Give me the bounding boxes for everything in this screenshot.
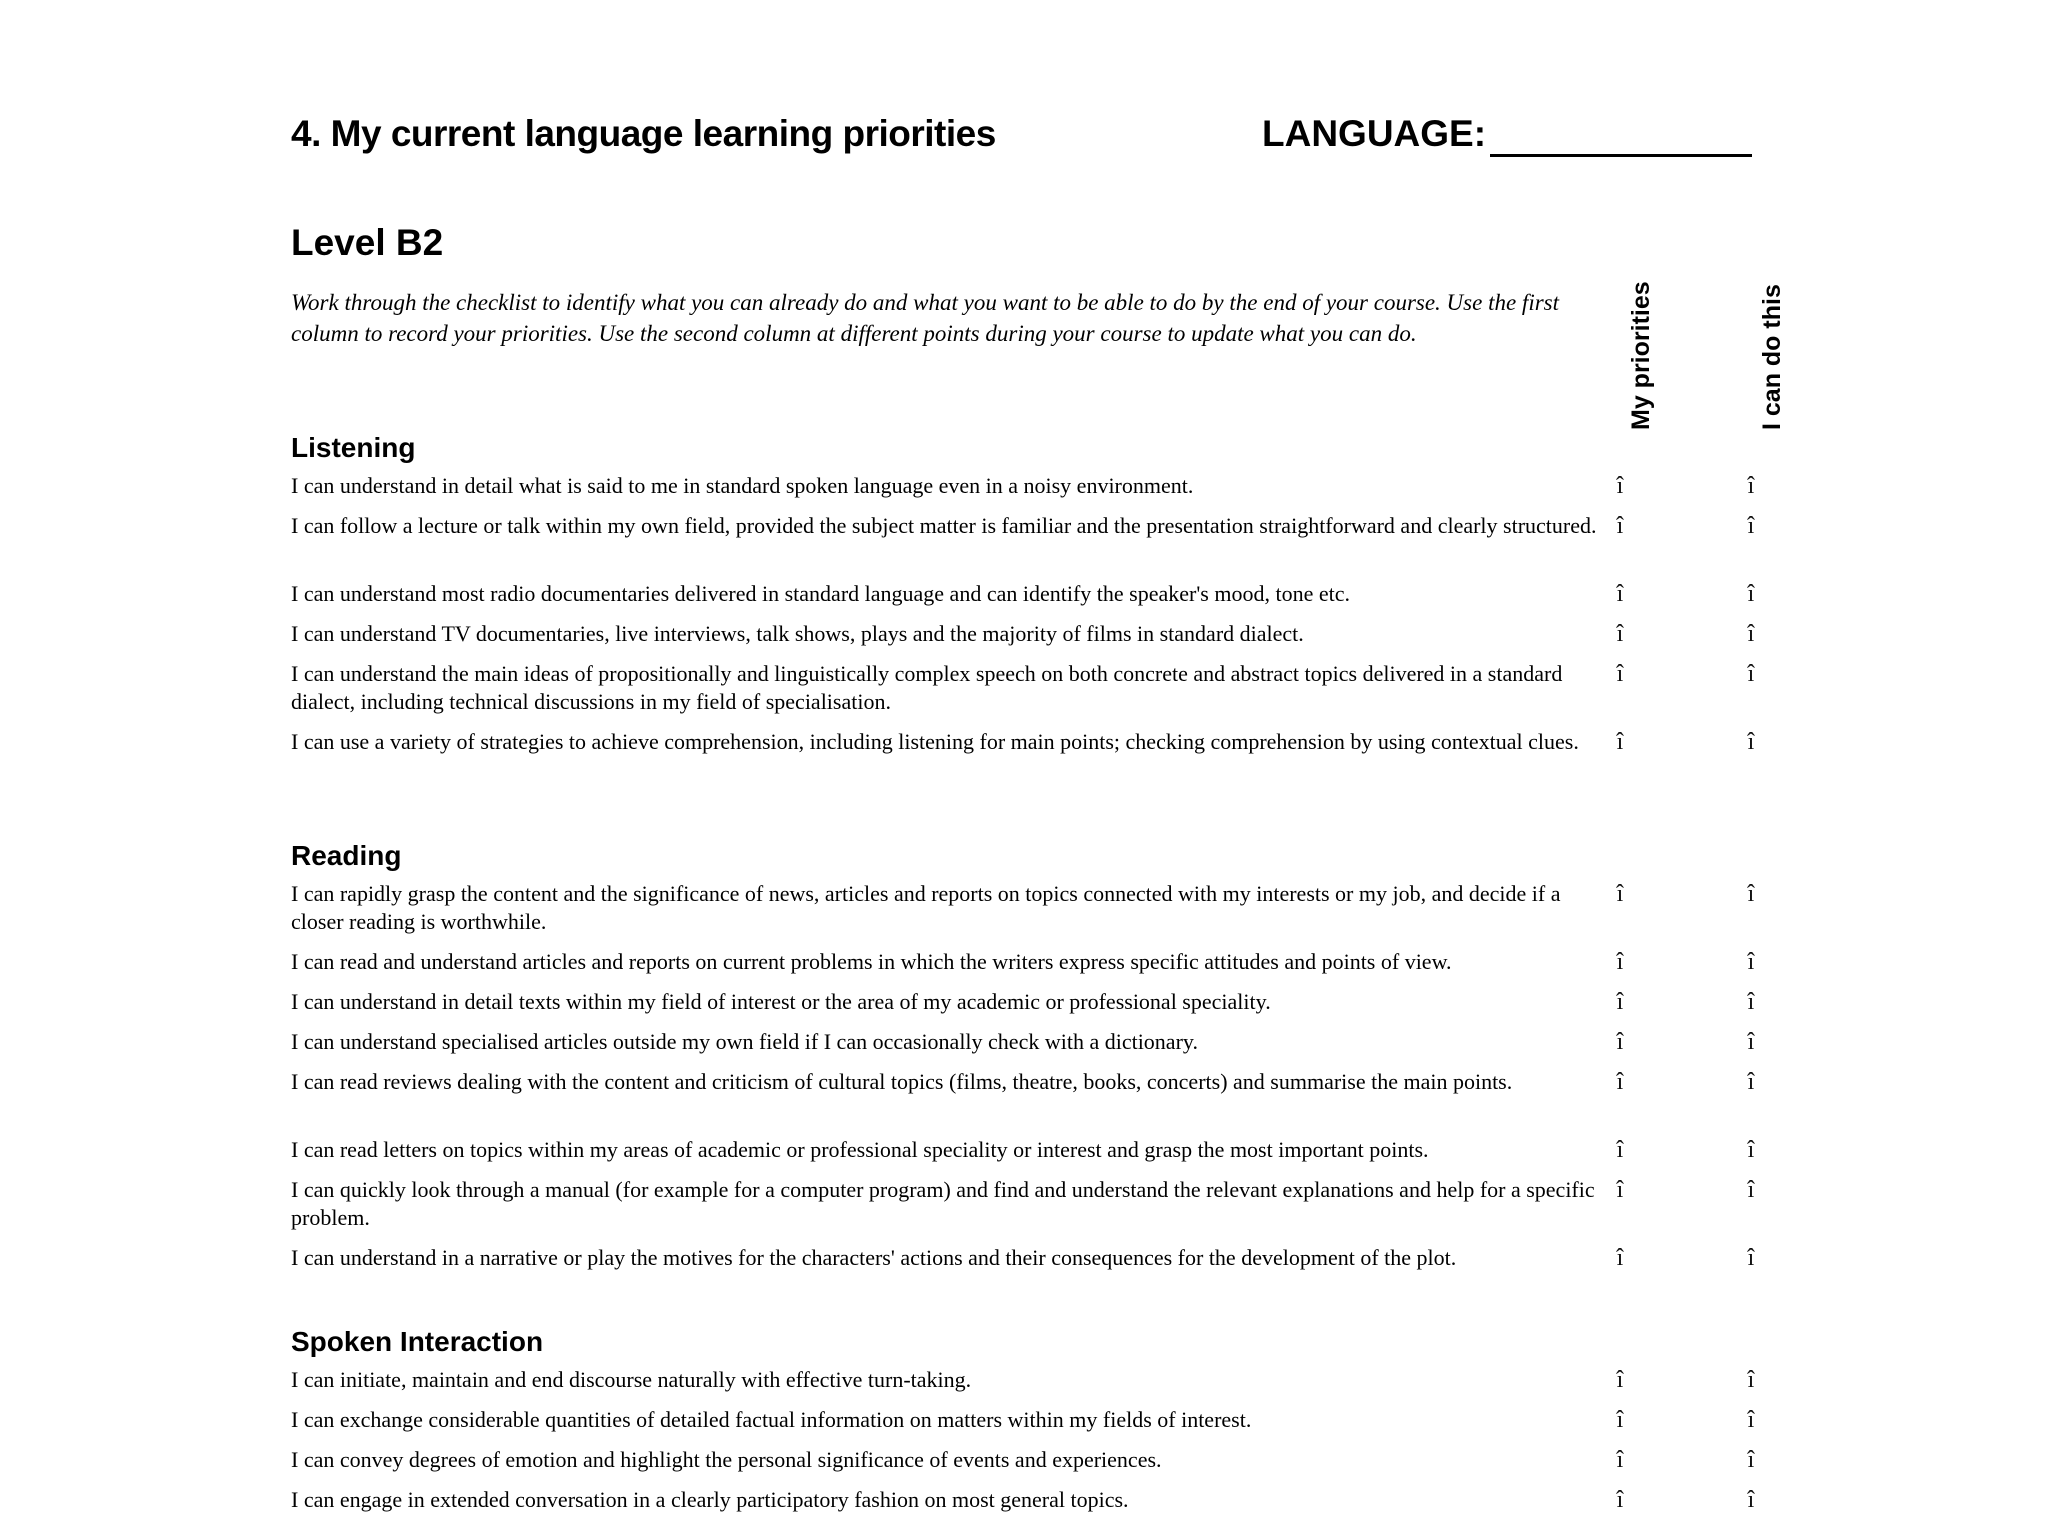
- item-text: I can initiate, maintain and end discourse naturally with effective turn-taking.: [291, 1367, 972, 1392]
- can-do-checkbox-icon[interactable]: î: [1747, 1029, 1755, 1055]
- can-do-checkbox-icon[interactable]: î: [1747, 1367, 1755, 1393]
- can-do-checkbox-icon[interactable]: î: [1747, 881, 1755, 907]
- priority-checkbox-icon[interactable]: î: [1616, 1487, 1624, 1513]
- can-do-checkbox-icon[interactable]: î: [1747, 1177, 1755, 1203]
- priority-checkbox-icon[interactable]: î: [1616, 621, 1624, 647]
- checklist-item: [291, 620, 1761, 660]
- priority-checkbox-icon[interactable]: î: [1616, 473, 1624, 499]
- checklist-item: [291, 1176, 1761, 1244]
- checklist-item: [291, 1068, 1761, 1136]
- priority-checkbox-icon[interactable]: î: [1616, 729, 1624, 755]
- checklist-item: [291, 988, 1761, 1028]
- item-text: I can understand in detail texts within my field of interest or the area of my academic or professional speciality.: [291, 989, 1271, 1014]
- can-do-checkbox-icon[interactable]: î: [1747, 581, 1755, 607]
- priority-checkbox-icon[interactable]: î: [1616, 881, 1624, 907]
- item-text: I can exchange considerable quantities of detailed factual information on matters within my fields of interest.: [291, 1407, 1252, 1432]
- item-text: I can read letters on topics within my areas of academic or professional speciality or interest and grasp the most important points.: [291, 1137, 1429, 1162]
- section-heading: Reading: [291, 840, 402, 871]
- checklist-item: [291, 1028, 1761, 1068]
- priority-checkbox-icon[interactable]: î: [1616, 661, 1624, 687]
- can-do-checkbox-icon[interactable]: î: [1747, 513, 1755, 539]
- can-do-checkbox-icon[interactable]: î: [1747, 989, 1755, 1015]
- can-do-checkbox-icon[interactable]: î: [1747, 1137, 1755, 1163]
- item-text: I can read reviews dealing with the content and criticism of cultural topics (films, theatre, books, concerts) and summarise the main points.: [291, 1069, 1513, 1094]
- can-do-checkbox-icon[interactable]: î: [1747, 1069, 1755, 1095]
- can-do-checkbox-icon[interactable]: î: [1747, 661, 1755, 687]
- can-do-checkbox-icon[interactable]: î: [1747, 729, 1755, 755]
- checklist-item: [291, 728, 1761, 796]
- item-text: I can understand in detail what is said to me in standard spoken language even in a noisy environment.: [291, 473, 1194, 498]
- can-do-checkbox-icon[interactable]: î: [1747, 949, 1755, 975]
- checklist-item: [291, 1446, 1761, 1486]
- item-text: I can understand most radio documentaries delivered in standard language and can identify the speaker's mood, tone etc.: [291, 581, 1350, 606]
- item-text: I can use a variety of strategies to achieve comprehension, including listening for main points; checking comprehension by using contextual clues.: [291, 729, 1579, 754]
- checklist-item: [291, 580, 1761, 620]
- item-text: I can convey degrees of emotion and highlight the personal significance of events and experiences.: [291, 1447, 1162, 1472]
- checklist-item: [291, 1136, 1761, 1176]
- priority-checkbox-icon[interactable]: î: [1616, 989, 1624, 1015]
- can-do-checkbox-icon[interactable]: î: [1747, 473, 1755, 499]
- checklist-item: [291, 1486, 1761, 1526]
- checklist-item: [291, 472, 1761, 512]
- checklist-item: [291, 1366, 1761, 1406]
- item-text: I can rapidly grasp the content and the significance of news, articles and reports on topics connected with my interests or my job, and decide if a closer reading is worthwhile.: [291, 881, 1561, 934]
- item-text: I can understand specialised articles outside my own field if I can occasionally check with a dictionary.: [291, 1029, 1198, 1054]
- item-text: I can quickly look through a manual (for example for a computer program) and find and understand the relevant explanations and help for a specific problem.: [291, 1177, 1595, 1230]
- checklist-item: [291, 660, 1761, 728]
- checklist-item: [291, 948, 1761, 988]
- column-header-label: I can do this: [1758, 284, 1786, 430]
- checklist-item: [291, 1244, 1761, 1284]
- level-heading: Level B2: [291, 222, 444, 263]
- item-text: I can read and understand articles and reports on current problems in which the writers express specific attitudes and points of view.: [291, 949, 1452, 974]
- section-reading: [291, 838, 1761, 1284]
- section-listening: [291, 430, 1761, 796]
- can-do-checkbox-icon[interactable]: î: [1747, 1487, 1755, 1513]
- priority-checkbox-icon[interactable]: î: [1616, 1245, 1624, 1271]
- priority-checkbox-icon[interactable]: î: [1616, 581, 1624, 607]
- checklist-item: [291, 1406, 1761, 1446]
- language-label: LANGUAGE:: [1262, 113, 1487, 154]
- column-header-label: My priorities: [1627, 281, 1655, 430]
- item-text: I can understand the main ideas of propositionally and linguistically complex speech on both concrete and abstract topics delivered in a standard dialect, including technical discussions in my field of specialisation.: [291, 661, 1563, 714]
- language-blank-line[interactable]: [1490, 154, 1752, 157]
- intro-instructions: Work through the checklist to identify what you can already do and what you want to be able to do by the end of your course. Use the first column to record your priorities. Use the second column at different points during your course to update what you can do.: [291, 290, 1559, 346]
- item-text: I can follow a lecture or talk within my own field, provided the subject matter is familiar and the presentation straightforward and clearly structured.: [291, 513, 1597, 538]
- priority-checkbox-icon[interactable]: î: [1616, 513, 1624, 539]
- priority-checkbox-icon[interactable]: î: [1616, 1407, 1624, 1433]
- priority-checkbox-icon[interactable]: î: [1616, 949, 1624, 975]
- can-do-checkbox-icon[interactable]: î: [1747, 1447, 1755, 1473]
- checklist-item: [291, 512, 1761, 580]
- page-title: 4. My current language learning priorities: [291, 113, 996, 154]
- priority-checkbox-icon[interactable]: î: [1616, 1367, 1624, 1393]
- item-text: I can understand TV documentaries, live interviews, talk shows, plays and the majority of films in standard dialect.: [291, 621, 1304, 646]
- section-heading: Spoken Interaction: [291, 1326, 544, 1357]
- priority-checkbox-icon[interactable]: î: [1616, 1447, 1624, 1473]
- column-header-i-can-do-this: [1758, 284, 1798, 470]
- priority-checkbox-icon[interactable]: î: [1616, 1029, 1624, 1055]
- checklist-item: [291, 880, 1761, 948]
- priority-checkbox-icon[interactable]: î: [1616, 1069, 1624, 1095]
- can-do-checkbox-icon[interactable]: î: [1747, 621, 1755, 647]
- priority-checkbox-icon[interactable]: î: [1616, 1177, 1624, 1203]
- item-text: I can understand in a narrative or play the motives for the characters' actions and their consequences for the development of the plot.: [291, 1245, 1457, 1270]
- priority-checkbox-icon[interactable]: î: [1616, 1137, 1624, 1163]
- section-heading: Listening: [291, 432, 416, 463]
- can-do-checkbox-icon[interactable]: î: [1747, 1407, 1755, 1433]
- item-text: I can engage in extended conversation in a clearly participatory fashion on most general topics.: [291, 1487, 1129, 1512]
- can-do-checkbox-icon[interactable]: î: [1747, 1245, 1755, 1271]
- section-spoken-interaction: [291, 1324, 1761, 1526]
